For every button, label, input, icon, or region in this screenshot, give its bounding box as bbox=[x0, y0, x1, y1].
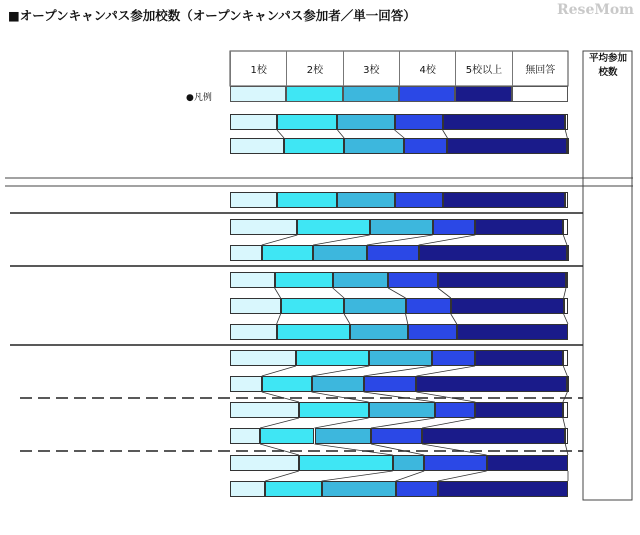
bar-segment-4 bbox=[432, 350, 475, 366]
legend-header-1: 1校 bbox=[230, 51, 286, 86]
segment-connector bbox=[422, 418, 475, 428]
segment-connector bbox=[565, 444, 568, 455]
segment-connector bbox=[451, 314, 457, 324]
bar-segment-2 bbox=[299, 455, 393, 471]
segment-connector bbox=[395, 130, 405, 138]
legend-header-2: 2校 bbox=[286, 51, 342, 86]
bar-segment-6 bbox=[563, 350, 568, 366]
bar-segment-4 bbox=[395, 192, 443, 208]
bar-segment-3 bbox=[344, 298, 405, 314]
bar-segment-6 bbox=[565, 428, 568, 444]
bar-segment-5 bbox=[416, 376, 567, 392]
bar-segment-6 bbox=[566, 272, 568, 288]
segment-connector bbox=[406, 314, 408, 324]
segment-connector bbox=[564, 314, 568, 324]
bar-segment-1 bbox=[230, 455, 299, 471]
segment-connector bbox=[443, 130, 448, 138]
bar-segment-2 bbox=[275, 272, 333, 288]
average-column-box bbox=[583, 51, 632, 500]
bar-segment-4 bbox=[396, 481, 438, 497]
bar-segment-1 bbox=[230, 114, 277, 130]
legend-header-3: 3校 bbox=[343, 51, 399, 86]
segment-connector bbox=[396, 471, 425, 481]
bar-segment-3 bbox=[370, 219, 433, 235]
chart-title: ■オープンキャンパス参加校数（オープンキャンパス参加者／単一回答） bbox=[8, 8, 416, 23]
segment-connector bbox=[333, 288, 344, 298]
segment-connector bbox=[312, 366, 370, 376]
bar-segment-2 bbox=[277, 114, 338, 130]
legend-swatch-4 bbox=[399, 86, 455, 102]
segment-connector bbox=[260, 418, 299, 428]
bar-segment-2 bbox=[296, 350, 369, 366]
segment-connector bbox=[422, 444, 487, 455]
bar-segment-6 bbox=[567, 376, 569, 392]
bar-segment-2 bbox=[265, 481, 321, 497]
bar-segment-4 bbox=[371, 428, 422, 444]
bar-segment-5 bbox=[487, 455, 568, 471]
legend-swatch-6 bbox=[512, 86, 568, 102]
segment-connector bbox=[260, 444, 299, 455]
bar-segment-4 bbox=[433, 219, 476, 235]
legend-swatch-2 bbox=[286, 86, 342, 102]
segment-connector bbox=[275, 288, 281, 298]
segment-connector bbox=[438, 471, 487, 481]
bar-segment-5 bbox=[422, 428, 565, 444]
segment-connector bbox=[563, 366, 567, 376]
bar-segment-1 bbox=[230, 298, 281, 314]
bar-segment-1 bbox=[230, 402, 299, 418]
bar-segment-6 bbox=[567, 138, 569, 154]
bar-segment-5 bbox=[475, 219, 563, 235]
bar-segment-3 bbox=[337, 114, 394, 130]
legend-header-6: 無回答 bbox=[512, 51, 568, 86]
bar-segment-1 bbox=[230, 481, 265, 497]
legend-swatch-5 bbox=[455, 86, 511, 102]
segment-connector bbox=[416, 366, 475, 376]
segment-connector bbox=[337, 130, 344, 138]
segment-connector bbox=[315, 444, 393, 455]
bar-segment-3 bbox=[369, 402, 435, 418]
bar-segment-5 bbox=[419, 245, 567, 261]
average-header: 平均参加校数 bbox=[588, 53, 627, 78]
bar-segment-3 bbox=[313, 245, 367, 261]
watermark-logo: ReseMom bbox=[557, 2, 634, 18]
legend-swatch-1 bbox=[230, 86, 286, 102]
segment-connector bbox=[563, 235, 567, 245]
bar-segment-5 bbox=[443, 114, 566, 130]
bar-segment-3 bbox=[350, 324, 408, 340]
bar-segment-5 bbox=[475, 402, 563, 418]
legend-header-4: 4校 bbox=[399, 51, 455, 86]
bar-segment-5 bbox=[451, 298, 564, 314]
bar-segment-2 bbox=[281, 298, 344, 314]
bar-segment-3 bbox=[322, 481, 396, 497]
bar-segment-5 bbox=[457, 324, 568, 340]
bar-segment-2 bbox=[277, 324, 350, 340]
bar-segment-2 bbox=[297, 219, 369, 235]
bar-segment-5 bbox=[447, 138, 567, 154]
segment-connector bbox=[438, 288, 451, 298]
bar-segment-3 bbox=[344, 138, 404, 154]
segment-connector bbox=[312, 392, 369, 402]
bar-segment-6 bbox=[565, 114, 568, 130]
bar-segment-1 bbox=[230, 324, 277, 340]
bar-segment-2 bbox=[262, 245, 313, 261]
bar-segment-3 bbox=[315, 428, 371, 444]
bar-segment-4 bbox=[424, 455, 486, 471]
bar-segment-4 bbox=[364, 376, 417, 392]
bar-segment-1 bbox=[230, 245, 262, 261]
bar-segment-6 bbox=[563, 402, 568, 418]
segment-connector bbox=[371, 418, 435, 428]
bar-segment-4 bbox=[404, 138, 447, 154]
segment-connector bbox=[277, 130, 284, 138]
segment-connector bbox=[262, 235, 298, 245]
bar-segment-5 bbox=[475, 350, 563, 366]
bar-segment-2 bbox=[284, 138, 344, 154]
bar-segment-1 bbox=[230, 192, 277, 208]
segment-connector bbox=[419, 235, 476, 245]
segment-connector bbox=[315, 418, 369, 428]
segment-connector bbox=[364, 366, 432, 376]
bar-segment-5 bbox=[438, 272, 566, 288]
segment-connector bbox=[262, 392, 299, 402]
bar-segment-3 bbox=[337, 192, 394, 208]
bar-segment-6 bbox=[563, 219, 568, 235]
bar-segment-2 bbox=[277, 192, 338, 208]
bar-segment-3 bbox=[393, 455, 424, 471]
bar-segment-3 bbox=[312, 376, 364, 392]
segment-connector bbox=[388, 288, 405, 298]
bar-segment-3 bbox=[333, 272, 388, 288]
bar-segment-2 bbox=[299, 402, 369, 418]
legend-label: ●凡例 bbox=[186, 93, 212, 103]
legend-header-5: 5校以上 bbox=[455, 51, 511, 86]
bar-segment-2 bbox=[262, 376, 312, 392]
bar-segment-4 bbox=[388, 272, 438, 288]
bar-segment-4 bbox=[408, 324, 457, 340]
bar-segment-5 bbox=[443, 192, 566, 208]
legend-swatch-3 bbox=[343, 86, 399, 102]
bar-segment-4 bbox=[435, 402, 476, 418]
bar-segment-1 bbox=[230, 350, 296, 366]
segment-connector bbox=[265, 471, 299, 481]
segment-connector bbox=[262, 366, 296, 376]
bar-segment-6 bbox=[565, 192, 568, 208]
bar-segment-2 bbox=[260, 428, 314, 444]
bar-segment-1 bbox=[230, 376, 262, 392]
bar-segment-1 bbox=[230, 272, 275, 288]
segment-connector bbox=[563, 418, 565, 428]
bar-segment-5 bbox=[438, 481, 568, 497]
segment-connector bbox=[367, 235, 433, 245]
segment-connector bbox=[313, 235, 370, 245]
segment-connector bbox=[344, 314, 350, 324]
bar-segment-4 bbox=[406, 298, 451, 314]
segment-connector bbox=[563, 392, 567, 402]
segment-connector bbox=[565, 130, 567, 138]
segment-connector bbox=[277, 314, 281, 324]
bar-segment-3 bbox=[369, 350, 432, 366]
bar-segment-6 bbox=[567, 245, 569, 261]
bar-segment-6 bbox=[564, 298, 568, 314]
segment-connector bbox=[322, 471, 393, 481]
bar-segment-4 bbox=[395, 114, 443, 130]
bar-segment-4 bbox=[367, 245, 419, 261]
bar-segment-1 bbox=[230, 138, 284, 154]
bar-segment-1 bbox=[230, 219, 297, 235]
bar-segment-1 bbox=[230, 428, 260, 444]
segment-connector bbox=[564, 288, 566, 298]
